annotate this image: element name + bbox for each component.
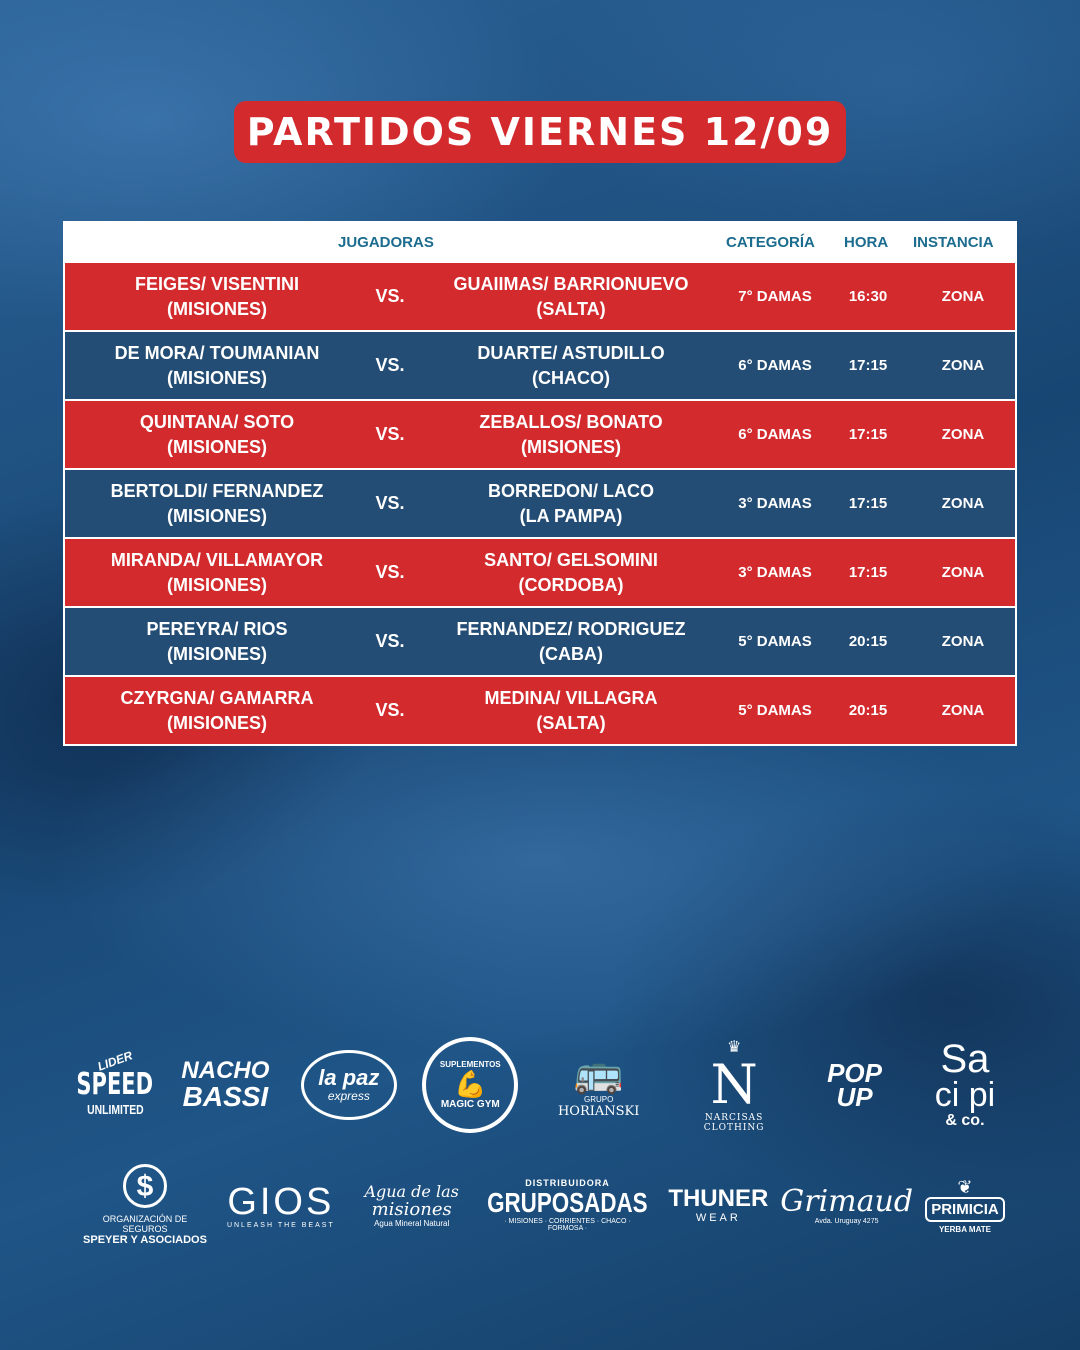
team1-province: (MISIONES) xyxy=(166,643,267,664)
header-category: CATEGORÍA xyxy=(726,234,815,251)
category-cell xyxy=(720,332,830,399)
sponsors-row-2 xyxy=(80,1160,1010,1250)
la-paz-express-logo: la paz express xyxy=(301,1050,397,1120)
magic-gym-logo: SUPLEMENTOS 💪 MAGIC GYM xyxy=(422,1037,518,1133)
team2-province: (SALTA) xyxy=(536,712,606,733)
category-value: 5° DAMAS xyxy=(738,702,812,719)
team1-names: FEIGES/ VISENTINI xyxy=(134,273,300,294)
vs-label: VS. xyxy=(375,631,405,651)
team1-province: (MISIONES) xyxy=(166,367,267,388)
team2-cell xyxy=(421,263,721,330)
vs-cell xyxy=(355,677,425,744)
team2-cell xyxy=(421,401,721,468)
team1-names: BERTOLDI/ FERNANDEZ xyxy=(110,480,324,501)
team1-cell xyxy=(65,677,369,744)
time-cell xyxy=(835,608,901,675)
category-cell xyxy=(720,677,830,744)
team2-province: (CORDOBA) xyxy=(518,574,624,595)
team2-names: MEDINA/ VILLAGRA xyxy=(484,687,658,708)
team1-cell xyxy=(65,608,369,675)
category-value: 3° DAMAS xyxy=(738,564,812,581)
team1-names: PEREYRA/ RIOS xyxy=(146,618,288,639)
vs-label: VS. xyxy=(375,493,405,513)
instance-value: ZONA xyxy=(941,564,985,581)
team2-cell xyxy=(421,332,721,399)
team2-cell xyxy=(421,539,721,606)
speyer-asociados-logo: $ ORGANIZACIÓN DE SEGUROS SPEYER Y ASOCIADOS xyxy=(80,1164,210,1246)
team2-names: ZEBALLOS/ BONATO xyxy=(479,411,663,432)
time-value: 17:15 xyxy=(848,564,888,581)
team2-cell xyxy=(421,677,721,744)
header-time: HORA xyxy=(844,234,889,251)
team2-province: (LA PAMPA) xyxy=(519,505,623,526)
pop-up-logo: POP UP xyxy=(827,1058,882,1112)
matches-table xyxy=(63,221,1017,746)
table-body xyxy=(65,261,1015,744)
time-value: 20:15 xyxy=(848,633,888,650)
team1-names: QUINTANA/ SOTO xyxy=(139,411,295,432)
category-value: 7° DAMAS xyxy=(738,288,812,305)
category-value: 6° DAMAS xyxy=(738,426,812,443)
team2-names: FERNANDEZ/ RODRIGUEZ xyxy=(456,618,686,639)
table-row xyxy=(65,468,1015,537)
team1-names: CZYRGNA/ GAMARRA xyxy=(120,687,314,708)
grupo-horianski-logo: 🚌 GRUPO HORIANSKI xyxy=(557,1051,640,1119)
instance-cell xyxy=(913,332,1013,399)
team2-cell xyxy=(421,608,721,675)
team1-cell xyxy=(65,401,369,468)
vs-label: VS. xyxy=(375,424,405,444)
vs-label: VS. xyxy=(375,562,405,582)
grimaud-logo: Grimaud Avda. Uruguay 4275 xyxy=(780,1183,914,1225)
time-value: 17:15 xyxy=(848,426,888,443)
team2-names: DUARTE/ ASTUDILLO xyxy=(477,342,665,363)
vs-label: VS. xyxy=(375,286,405,306)
team1-province: (MISIONES) xyxy=(166,574,267,595)
vs-cell xyxy=(355,608,425,675)
category-cell xyxy=(720,470,830,537)
table-row xyxy=(65,537,1015,606)
time-cell xyxy=(835,470,901,537)
category-value: 6° DAMAS xyxy=(738,357,812,374)
muscle-icon: 💪 xyxy=(454,1069,487,1099)
team2-names: BORREDON/ LACO xyxy=(488,480,654,501)
team2-names: GUAIIMAS/ BARRIONUEVO xyxy=(453,273,689,294)
vs-cell xyxy=(355,332,425,399)
instance-cell xyxy=(913,539,1013,606)
table-row xyxy=(65,330,1015,399)
team2-names: SANTO/ GELSOMINI xyxy=(484,549,658,570)
thuner-wear-logo: THUNER WEAR xyxy=(668,1185,769,1224)
sacipi-co-logo: Sa ci pi & co. xyxy=(934,1037,996,1129)
time-value: 17:15 xyxy=(848,495,888,512)
instance-value: ZONA xyxy=(941,702,985,719)
vs-label: VS. xyxy=(375,355,405,375)
page-title: PARTIDOS VIERNES 12/09 xyxy=(246,110,834,154)
instance-value: ZONA xyxy=(941,633,985,650)
team1-cell xyxy=(65,539,369,606)
sponsors-row-1 xyxy=(76,1025,1010,1145)
narcisas-clothing-logo: ♛ N NARCISAS CLOTHING xyxy=(703,1039,765,1133)
time-cell xyxy=(835,677,901,744)
header-players: JUGADORAS xyxy=(338,234,434,251)
team1-cell xyxy=(65,470,369,537)
category-cell xyxy=(720,263,830,330)
team1-province: (MISIONES) xyxy=(166,505,267,526)
team1-names: MIRANDA/ VILLAMAYOR xyxy=(110,549,324,570)
table-row xyxy=(65,261,1015,330)
instance-value: ZONA xyxy=(941,426,985,443)
instance-value: ZONA xyxy=(941,495,985,512)
vs-cell xyxy=(355,470,425,537)
primicia-logo: ❦ PRIMICIA YERBA MATE xyxy=(920,1177,1010,1234)
instance-cell xyxy=(913,401,1013,468)
gruposadas-logo: DISTRIBUIDORA GRUPOSADAS · MISIONES · CORRIENTES · CHACO · FORMOSA · xyxy=(487,1178,648,1232)
team2-province: (MISIONES) xyxy=(520,436,621,457)
time-cell xyxy=(835,401,901,468)
team2-province: (CABA) xyxy=(539,643,603,664)
time-cell xyxy=(835,263,901,330)
team1-cell xyxy=(65,332,369,399)
team2-province: (SALTA) xyxy=(536,298,606,319)
category-cell xyxy=(720,539,830,606)
table-row xyxy=(65,399,1015,468)
header-instance: INSTANCIA xyxy=(913,234,994,251)
instance-value: ZONA xyxy=(941,288,985,305)
crown-icon: ♛ xyxy=(726,1039,742,1056)
time-value: 17:15 xyxy=(848,357,888,374)
table-row xyxy=(65,675,1015,744)
vs-label: VS. xyxy=(375,700,405,720)
instance-cell xyxy=(913,263,1013,330)
leaf-icon: ❦ xyxy=(957,1176,973,1197)
team2-cell xyxy=(421,470,721,537)
instance-value: ZONA xyxy=(941,357,985,374)
category-cell xyxy=(720,401,830,468)
instance-cell xyxy=(913,677,1013,744)
vs-cell xyxy=(355,401,425,468)
team1-names: DE MORA/ TOUMANIAN xyxy=(114,342,320,363)
team1-cell xyxy=(65,263,369,330)
vs-cell xyxy=(355,539,425,606)
time-cell xyxy=(835,332,901,399)
table-row xyxy=(65,606,1015,675)
agua-de-las-misiones-logo: Agua de las misiones Agua Mineral Natural xyxy=(364,1182,459,1228)
table-header xyxy=(65,223,1015,261)
time-value: 16:30 xyxy=(848,288,888,305)
team1-province: (MISIONES) xyxy=(166,436,267,457)
nacho-bassi-logo: NACHO BASSI xyxy=(181,1057,270,1112)
title-banner xyxy=(234,101,846,163)
category-value: 3° DAMAS xyxy=(738,495,812,512)
instance-cell xyxy=(913,608,1013,675)
category-cell xyxy=(720,608,830,675)
lider-speed-logo: LIDER SPEED UNLIMITED xyxy=(76,1047,154,1117)
team1-province: (MISIONES) xyxy=(166,298,267,319)
category-value: 5° DAMAS xyxy=(738,633,812,650)
team1-province: (MISIONES) xyxy=(166,712,267,733)
time-cell xyxy=(835,539,901,606)
team2-province: (CHACO) xyxy=(532,367,610,388)
gios-logo: GIOS UNLEASH THE BEAST xyxy=(226,1180,335,1229)
bus-icon: 🚌 xyxy=(573,1051,624,1095)
vs-cell xyxy=(355,263,425,330)
instance-cell xyxy=(913,470,1013,537)
time-value: 20:15 xyxy=(848,702,888,719)
